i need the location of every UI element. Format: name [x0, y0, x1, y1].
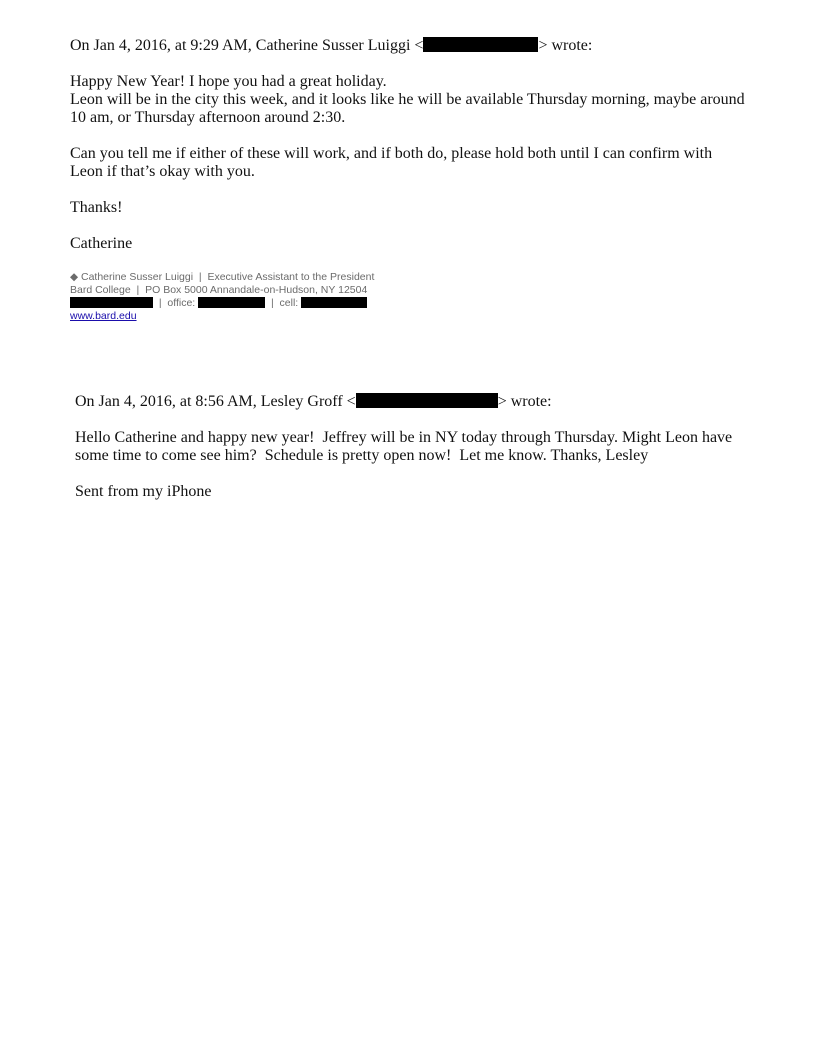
signature-line-address: Bard College | PO Box 5000 Annandale-on-Hudson, NY 12504: [70, 284, 368, 296]
header-prefix: On Jan 4, 2016, at 8:56 AM, Lesley Groff <: [75, 393, 356, 410]
signoff-text: Catherine: [70, 235, 133, 252]
redacted-email-address: [423, 37, 538, 52]
signature-website: [70, 310, 137, 322]
redacted-office-number: [198, 297, 265, 308]
body-paragraph-line: Can you tell me if either of these will work, and if both do, please hold both until I can confirm with: [70, 145, 713, 162]
greeting-text: Happy New Year! I hope you had a great holiday.: [70, 73, 387, 90]
header-suffix: > wrote:: [538, 37, 593, 54]
cell-label: | cell:: [265, 297, 302, 309]
sent-from-footer: Sent from my iPhone: [75, 483, 212, 500]
redacted-cell-number: [301, 297, 367, 308]
email-header-catherine: [70, 37, 592, 55]
body-paragraph-line: 10 am, or Thursday afternoon around 2:30.: [70, 109, 346, 126]
website-link[interactable]: www.bard.edu: [70, 310, 137, 322]
body-paragraph-line: Leon if that’s okay with you.: [70, 163, 255, 180]
body-paragraph-line: Leon will be in the city this week, and it looks like he will be available Thursday morning, maybe around: [70, 91, 745, 108]
redacted-email-address: [356, 393, 498, 408]
redacted-contact: [70, 297, 153, 308]
signature-line-name: ◆ Catherine Susser Luiggi | Executive Assistant to the President: [70, 271, 375, 283]
body-paragraph-line: Hello Catherine and happy new year! Jeffrey will be in NY today through Thursday. Might Leon have: [75, 429, 733, 446]
thanks-text: Thanks!: [70, 199, 123, 216]
header-suffix: > wrote:: [497, 393, 552, 410]
body-paragraph-line: some time to come see him? Schedule is pretty open now! Let me know. Thanks, Lesley: [75, 447, 649, 464]
email-header-lesley: [75, 393, 552, 411]
signature-line-contacts: [70, 297, 367, 309]
header-prefix: On Jan 4, 2016, at 9:29 AM, Catherine Susser Luiggi <: [70, 37, 424, 54]
office-label: | office:: [153, 297, 199, 309]
